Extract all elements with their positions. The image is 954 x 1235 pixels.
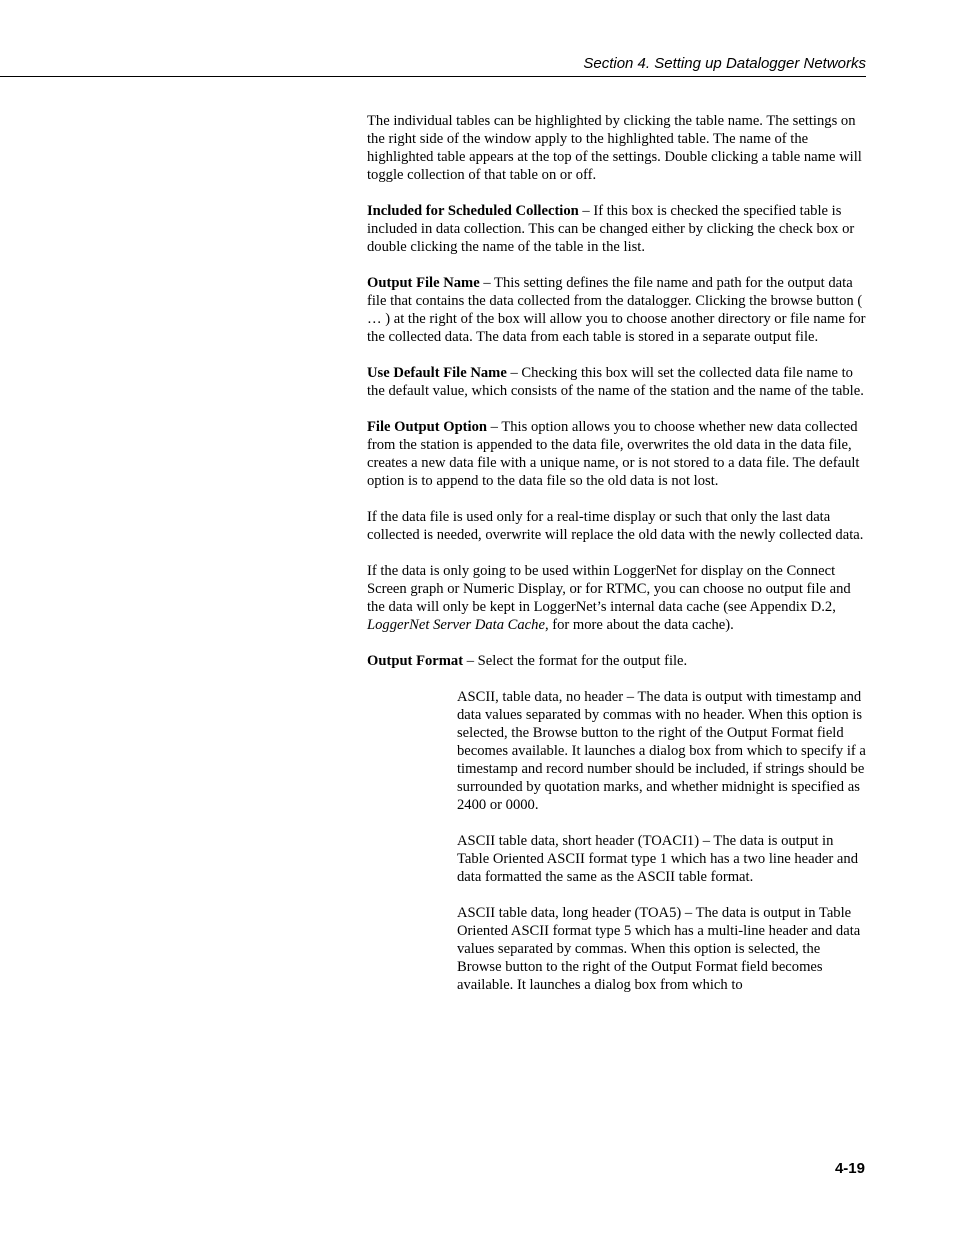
- file-output-option-paragraph: [367, 418, 867, 490]
- format-option-ascii-no-header: ASCII, table data, no header – The data is output with timestamp and data values separated by commas with no header. When this option is selected, the Browse button to the right of the Output Format field becomes available. It launches a dialog box from which to specify if a timestamp and record number should be included, if strings should be surrounded by quotation marks, and whether midnight is specified as 2400 or 0000.: [457, 689, 866, 813]
- file-output-option-term: File Output Option: [367, 419, 488, 435]
- included-term: Included for Scheduled Collection: [367, 203, 579, 219]
- overwrite-note-paragraph: If the data file is used only for a real-time display or such that only the last data collected is needed, overwrite will replace the old data with the newly collected data.: [367, 509, 864, 543]
- file-output-option-text: – This option allows you to choose whether new data collected from the station is appended to the data file, overwrites the old data in the data file, creates a new data file with a unique name, or is not stored to a data file. The default option is to append to the data file so the old data is not lost.: [367, 419, 860, 489]
- page-header: [0, 52, 866, 77]
- output-file-name-text: – This setting defines the file name and path for the output data file that contains the data collected from the datalogger. Clicking the browse button ( … ) at the right of the box will allow you to choose another directory or file name for the collected data. The data from each table is stored in a separate output file.: [367, 275, 866, 345]
- output-format-term: Output Format: [367, 653, 464, 669]
- format-option-toaci1: ASCII table data, short header (TOACI1) – The data is output in Table Oriented ASCII format type 1 which has a two line header and data formatted the same as the ASCII table format.: [457, 833, 858, 885]
- cache-note-before: If the data is only going to be used within LoggerNet for display on the Connect Screen graph or Numeric Display, or for RTMC, you can choose no output file and the data will only be kept in LoggerNet’s internal data cache (see Appendix D.2,: [367, 563, 851, 615]
- cache-note-after: , for more about the data cache).: [544, 617, 734, 633]
- cache-note-reference: LoggerNet Server Data Cache: [367, 617, 545, 633]
- page-number: 4-19: [834, 1160, 865, 1177]
- included-paragraph: [367, 202, 867, 256]
- output-format-paragraph: [367, 652, 867, 670]
- cache-note-paragraph: [367, 562, 867, 634]
- use-default-paragraph: [367, 364, 867, 400]
- included-text: – If this box is checked the specified table is included in data collection. This can be changed either by clicking the check box or double clicking the name of the table in the list.: [367, 203, 855, 255]
- output-file-name-term: Output File Name: [367, 275, 480, 291]
- intro-paragraph: The individual tables can be highlighted by clicking the table name. The settings on the right side of the window apply to the highlighted table. The name of the highlighted table appears at the top of the settings. Double clicking a table name will toggle collection of that table on or off.: [367, 113, 862, 183]
- format-options-list: [457, 688, 867, 994]
- format-option-toa5: ASCII table data, long header (TOA5) – The data is output in Table Oriented ASCII format type 5 which has a multi-line header and data values separated by commas. When this option is selected, the Browse button to the right of the Output Format field becomes available. It launches a dialog box from which to: [457, 905, 861, 993]
- section-title: Section 4. Setting up Datalogger Networks: [583, 55, 866, 72]
- body-text: [367, 112, 867, 1012]
- use-default-text: – Checking this box will set the collected data file name to the default value, which consists of the name of the station and the name of the table.: [367, 365, 864, 399]
- output-format-text: – Select the format for the output file.: [463, 653, 688, 669]
- output-file-name-paragraph: [367, 274, 867, 346]
- use-default-term: Use Default File Name: [367, 365, 507, 381]
